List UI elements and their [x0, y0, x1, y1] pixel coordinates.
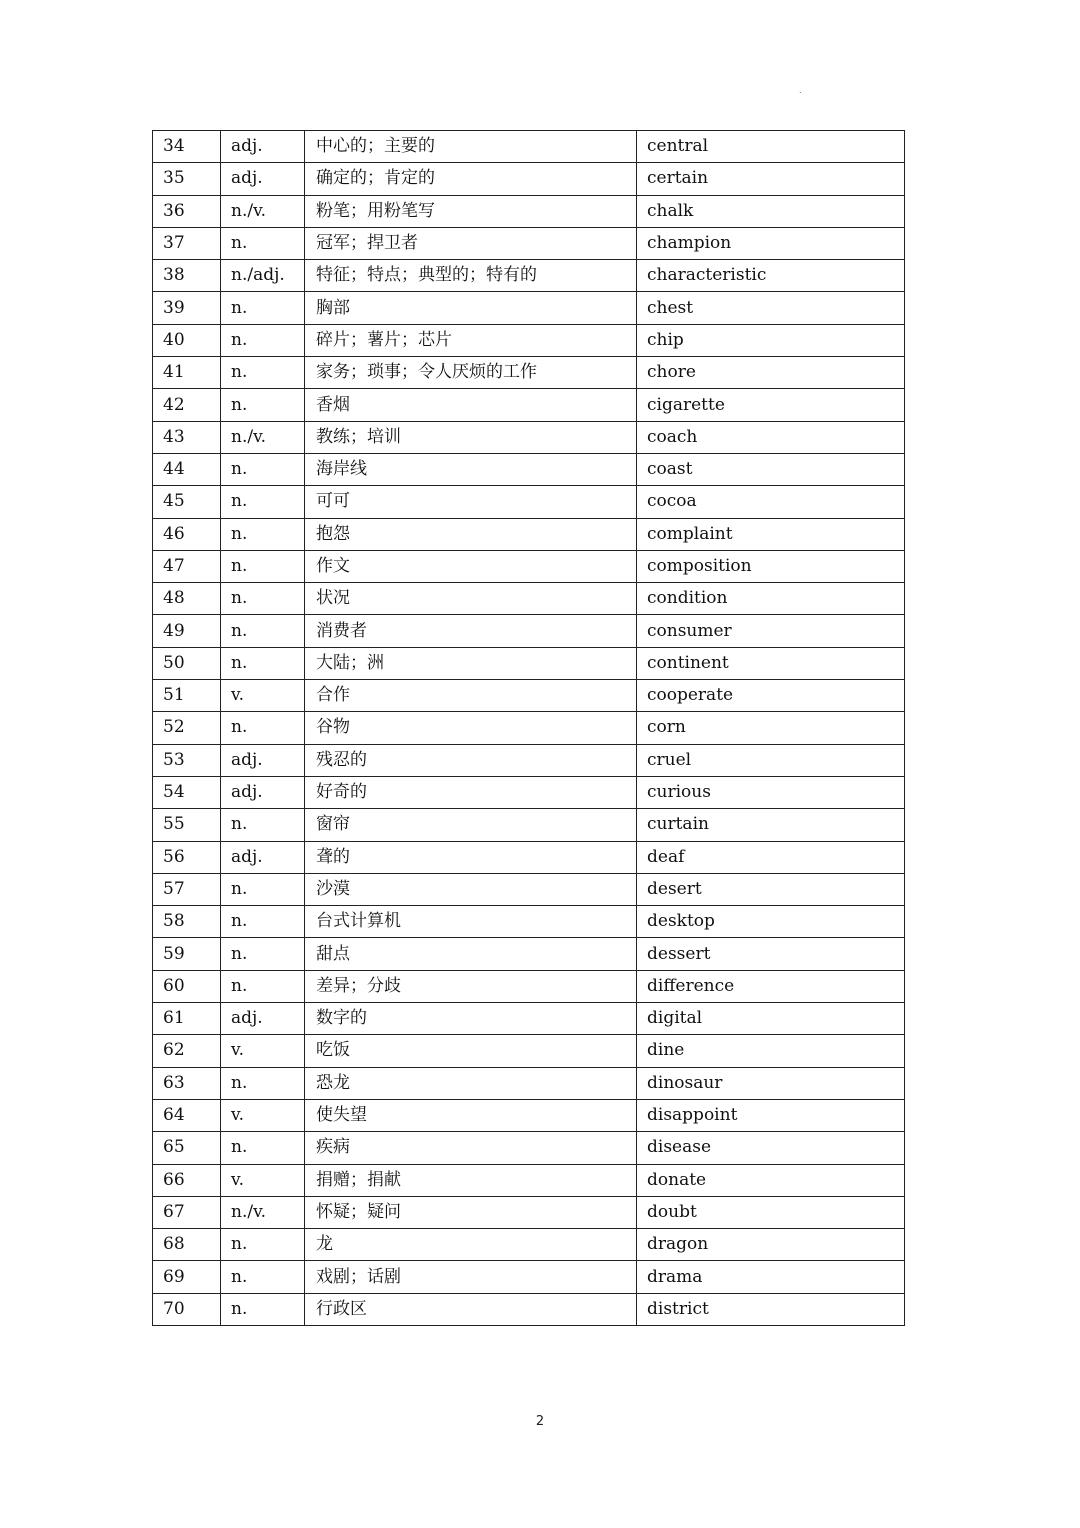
entry-number: 58	[153, 906, 221, 938]
chinese-meaning: 消费者	[305, 615, 637, 647]
table-row	[153, 486, 905, 518]
chinese-meaning: 确定的；肯定的	[305, 163, 637, 195]
english-word: chore	[637, 357, 905, 389]
part-of-speech: v.	[221, 680, 305, 712]
table-row	[153, 1099, 905, 1131]
entry-number: 70	[153, 1293, 221, 1325]
english-word: desert	[637, 873, 905, 905]
chinese-meaning: 聋的	[305, 841, 637, 873]
table-row	[153, 583, 905, 615]
english-word: difference	[637, 970, 905, 1002]
table-row	[153, 1067, 905, 1099]
chinese-meaning: 好奇的	[305, 776, 637, 808]
chinese-meaning: 粉笔；用粉笔写	[305, 195, 637, 227]
part-of-speech: n.	[221, 227, 305, 259]
english-word: certain	[637, 163, 905, 195]
chinese-meaning: 教练；培训	[305, 421, 637, 453]
entry-number: 53	[153, 744, 221, 776]
chinese-meaning: 香烟	[305, 389, 637, 421]
part-of-speech: n.	[221, 712, 305, 744]
table-row	[153, 680, 905, 712]
english-word: dessert	[637, 938, 905, 970]
part-of-speech: n.	[221, 1132, 305, 1164]
part-of-speech: n.	[221, 518, 305, 550]
chinese-meaning: 数字的	[305, 1003, 637, 1035]
part-of-speech: adj.	[221, 744, 305, 776]
chinese-meaning: 胸部	[305, 292, 637, 324]
english-word: curious	[637, 776, 905, 808]
table-row	[153, 260, 905, 292]
entry-number: 65	[153, 1132, 221, 1164]
entry-number: 67	[153, 1196, 221, 1228]
chinese-meaning: 状况	[305, 583, 637, 615]
english-word: coast	[637, 453, 905, 485]
entry-number: 51	[153, 680, 221, 712]
part-of-speech: adj.	[221, 131, 305, 163]
chinese-meaning: 行政区	[305, 1293, 637, 1325]
table-row	[153, 744, 905, 776]
table-row	[153, 1293, 905, 1325]
chinese-meaning: 家务；琐事；令人厌烦的工作	[305, 357, 637, 389]
part-of-speech: n.	[221, 1229, 305, 1261]
chinese-meaning: 怀疑；疑问	[305, 1196, 637, 1228]
part-of-speech: v.	[221, 1035, 305, 1067]
english-word: chest	[637, 292, 905, 324]
table-row	[153, 873, 905, 905]
entry-number: 69	[153, 1261, 221, 1293]
english-word: chalk	[637, 195, 905, 227]
chinese-meaning: 疾病	[305, 1132, 637, 1164]
chinese-meaning: 窗帘	[305, 809, 637, 841]
chinese-meaning: 冠军；捍卫者	[305, 227, 637, 259]
english-word: champion	[637, 227, 905, 259]
table-row	[153, 324, 905, 356]
part-of-speech: n.	[221, 809, 305, 841]
entry-number: 62	[153, 1035, 221, 1067]
part-of-speech: n.	[221, 615, 305, 647]
table-row	[153, 292, 905, 324]
part-of-speech: n.	[221, 550, 305, 582]
entry-number: 36	[153, 195, 221, 227]
part-of-speech: n.	[221, 647, 305, 679]
english-word: continent	[637, 647, 905, 679]
part-of-speech: n.	[221, 1293, 305, 1325]
entry-number: 34	[153, 131, 221, 163]
english-word: consumer	[637, 615, 905, 647]
entry-number: 43	[153, 421, 221, 453]
table-row	[153, 1261, 905, 1293]
chinese-meaning: 捐赠；捐献	[305, 1164, 637, 1196]
entry-number: 37	[153, 227, 221, 259]
entry-number: 46	[153, 518, 221, 550]
chinese-meaning: 台式计算机	[305, 906, 637, 938]
table-row	[153, 841, 905, 873]
table-row	[153, 357, 905, 389]
entry-number: 49	[153, 615, 221, 647]
part-of-speech: n.	[221, 486, 305, 518]
entry-number: 63	[153, 1067, 221, 1099]
table-row	[153, 195, 905, 227]
part-of-speech: n.	[221, 970, 305, 1002]
english-word: drama	[637, 1261, 905, 1293]
chinese-meaning: 合作	[305, 680, 637, 712]
entry-number: 41	[153, 357, 221, 389]
chinese-meaning: 沙漠	[305, 873, 637, 905]
english-word: complaint	[637, 518, 905, 550]
chinese-meaning: 特征；特点；典型的；特有的	[305, 260, 637, 292]
part-of-speech: adj.	[221, 1003, 305, 1035]
table-row	[153, 938, 905, 970]
entry-number: 35	[153, 163, 221, 195]
part-of-speech: n.	[221, 453, 305, 485]
entry-number: 64	[153, 1099, 221, 1131]
chinese-meaning: 残忍的	[305, 744, 637, 776]
part-of-speech: v.	[221, 1099, 305, 1131]
entry-number: 59	[153, 938, 221, 970]
table-row	[153, 518, 905, 550]
english-word: dine	[637, 1035, 905, 1067]
part-of-speech: n./adj.	[221, 260, 305, 292]
english-word: central	[637, 131, 905, 163]
chinese-meaning: 碎片；薯片；芯片	[305, 324, 637, 356]
table-row	[153, 1164, 905, 1196]
entry-number: 68	[153, 1229, 221, 1261]
part-of-speech: n./v.	[221, 1196, 305, 1228]
english-word: donate	[637, 1164, 905, 1196]
part-of-speech: n.	[221, 1067, 305, 1099]
part-of-speech: n.	[221, 1261, 305, 1293]
part-of-speech: n.	[221, 906, 305, 938]
table-row	[153, 776, 905, 808]
chinese-meaning: 大陆；洲	[305, 647, 637, 679]
english-word: digital	[637, 1003, 905, 1035]
chinese-meaning: 谷物	[305, 712, 637, 744]
english-word: curtain	[637, 809, 905, 841]
part-of-speech: n.	[221, 292, 305, 324]
english-word: condition	[637, 583, 905, 615]
english-word: characteristic	[637, 260, 905, 292]
table-row	[153, 906, 905, 938]
chinese-meaning: 海岸线	[305, 453, 637, 485]
entry-number: 66	[153, 1164, 221, 1196]
table-row	[153, 550, 905, 582]
part-of-speech: adj.	[221, 841, 305, 873]
chinese-meaning: 甜点	[305, 938, 637, 970]
english-word: coach	[637, 421, 905, 453]
entry-number: 52	[153, 712, 221, 744]
entry-number: 40	[153, 324, 221, 356]
english-word: cocoa	[637, 486, 905, 518]
table-row	[153, 453, 905, 485]
english-word: disease	[637, 1132, 905, 1164]
part-of-speech: n.	[221, 357, 305, 389]
entry-number: 39	[153, 292, 221, 324]
english-word: desktop	[637, 906, 905, 938]
chinese-meaning: 抱怨	[305, 518, 637, 550]
english-word: doubt	[637, 1196, 905, 1228]
entry-number: 50	[153, 647, 221, 679]
entry-number: 61	[153, 1003, 221, 1035]
table-row	[153, 131, 905, 163]
table-row	[153, 809, 905, 841]
table-row	[153, 647, 905, 679]
part-of-speech: adj.	[221, 163, 305, 195]
table-row	[153, 615, 905, 647]
part-of-speech: n.	[221, 873, 305, 905]
vocabulary-table-body	[153, 131, 905, 1326]
english-word: cruel	[637, 744, 905, 776]
entry-number: 45	[153, 486, 221, 518]
chinese-meaning: 吃饭	[305, 1035, 637, 1067]
english-word: chip	[637, 324, 905, 356]
english-word: deaf	[637, 841, 905, 873]
english-word: dragon	[637, 1229, 905, 1261]
part-of-speech: n.	[221, 583, 305, 615]
table-row	[153, 227, 905, 259]
table-row	[153, 1196, 905, 1228]
table-row	[153, 1132, 905, 1164]
chinese-meaning: 作文	[305, 550, 637, 582]
part-of-speech: v.	[221, 1164, 305, 1196]
page-number: 2	[535, 1414, 545, 1429]
part-of-speech: n./v.	[221, 195, 305, 227]
table-row	[153, 1035, 905, 1067]
chinese-meaning: 可可	[305, 486, 637, 518]
entry-number: 60	[153, 970, 221, 1002]
entry-number: 42	[153, 389, 221, 421]
chinese-meaning: 使失望	[305, 1099, 637, 1131]
part-of-speech: adj.	[221, 776, 305, 808]
part-of-speech: n.	[221, 324, 305, 356]
table-row	[153, 1003, 905, 1035]
entry-number: 48	[153, 583, 221, 615]
chinese-meaning: 龙	[305, 1229, 637, 1261]
corner-mark: .	[799, 86, 802, 95]
chinese-meaning: 戏剧；话剧	[305, 1261, 637, 1293]
part-of-speech: n.	[221, 389, 305, 421]
part-of-speech: n.	[221, 938, 305, 970]
part-of-speech: n./v.	[221, 421, 305, 453]
english-word: district	[637, 1293, 905, 1325]
table-row	[153, 712, 905, 744]
table-row	[153, 421, 905, 453]
chinese-meaning: 中心的；主要的	[305, 131, 637, 163]
table-row	[153, 1229, 905, 1261]
entry-number: 38	[153, 260, 221, 292]
vocabulary-table	[152, 130, 905, 1326]
entry-number: 47	[153, 550, 221, 582]
english-word: corn	[637, 712, 905, 744]
english-word: cigarette	[637, 389, 905, 421]
chinese-meaning: 差异；分歧	[305, 970, 637, 1002]
english-word: dinosaur	[637, 1067, 905, 1099]
table-row	[153, 389, 905, 421]
chinese-meaning: 恐龙	[305, 1067, 637, 1099]
english-word: disappoint	[637, 1099, 905, 1131]
entry-number: 56	[153, 841, 221, 873]
entry-number: 55	[153, 809, 221, 841]
entry-number: 57	[153, 873, 221, 905]
entry-number: 54	[153, 776, 221, 808]
table-row	[153, 970, 905, 1002]
english-word: composition	[637, 550, 905, 582]
english-word: cooperate	[637, 680, 905, 712]
entry-number: 44	[153, 453, 221, 485]
table-row	[153, 163, 905, 195]
